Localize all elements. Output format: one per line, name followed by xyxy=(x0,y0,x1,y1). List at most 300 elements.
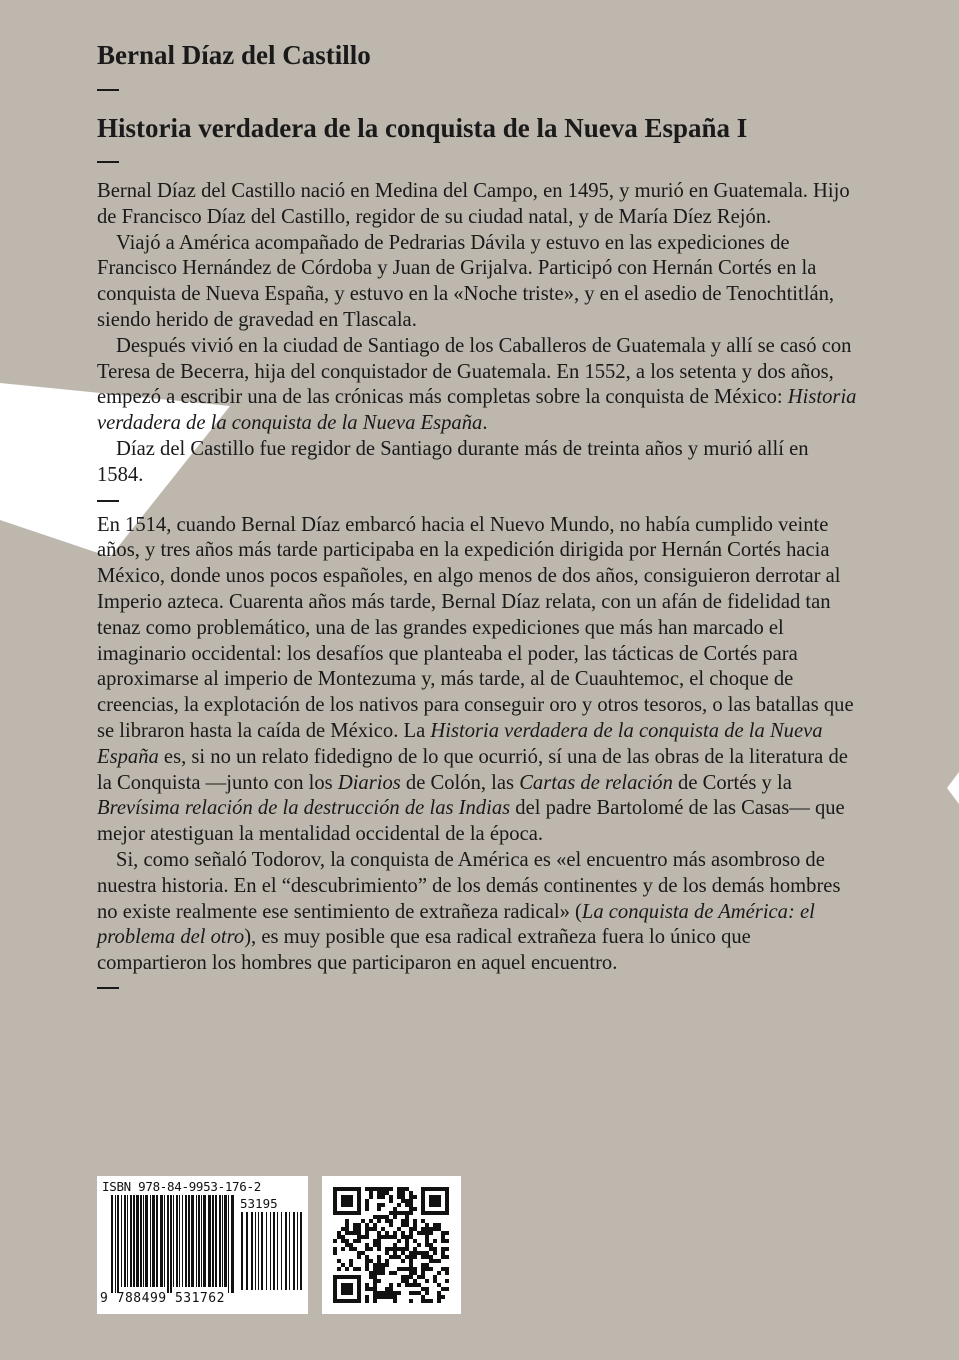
qr-module xyxy=(413,1283,417,1287)
qr-module xyxy=(369,1287,373,1291)
qr-module xyxy=(365,1231,369,1235)
qr-module xyxy=(437,1283,441,1287)
qr-module xyxy=(397,1195,401,1199)
qr-module xyxy=(365,1235,369,1239)
barcode-bar xyxy=(203,1195,206,1287)
qr-module xyxy=(405,1203,409,1207)
qr-module xyxy=(401,1191,405,1195)
qr-module xyxy=(365,1287,369,1291)
qr-module xyxy=(401,1259,405,1263)
barcode-bar xyxy=(117,1195,119,1293)
qr-finder-core xyxy=(341,1195,353,1207)
qr-module xyxy=(333,1247,337,1251)
qr-module xyxy=(377,1235,381,1239)
qr-module xyxy=(397,1227,401,1231)
qr-module xyxy=(369,1259,373,1263)
qr-module xyxy=(337,1259,341,1263)
qr-module xyxy=(345,1227,349,1231)
qr-module xyxy=(441,1287,445,1291)
separator-dash xyxy=(97,89,119,91)
qr-module xyxy=(389,1211,393,1215)
qr-module xyxy=(401,1279,405,1283)
qr-module xyxy=(389,1219,393,1223)
qr-module xyxy=(421,1275,425,1279)
qr-module xyxy=(441,1295,445,1299)
qr-module xyxy=(365,1263,369,1267)
qr-module xyxy=(345,1239,349,1243)
qr-module xyxy=(425,1267,429,1271)
qr-module xyxy=(381,1267,385,1271)
qr-module xyxy=(377,1291,381,1295)
qr-module xyxy=(377,1263,381,1267)
qr-module xyxy=(413,1251,417,1255)
bio-paragraph: Viajó a América acompañado de Pedrarias Dávila y estuvo en las expediciones de Francisco Hernández de Córdoba y Juan de Grijalva. Participó con Hernán Cortés en la conquista de Nueva España, y estuvo en la «Noche triste», y en el asedio de Tenochtitlán, siendo herido de gravedad en Tlascala. xyxy=(97,231,835,331)
barcode-bar xyxy=(270,1212,271,1290)
barcode-bar xyxy=(285,1212,287,1290)
qr-module xyxy=(385,1231,389,1235)
qr-module xyxy=(409,1203,413,1207)
qr-module xyxy=(353,1239,357,1243)
qr-module xyxy=(361,1235,365,1239)
barcode-bar xyxy=(127,1195,128,1287)
qr-module xyxy=(385,1191,389,1195)
qr-module xyxy=(409,1283,413,1287)
qr-module xyxy=(349,1263,353,1267)
qr-module xyxy=(397,1255,401,1259)
qr-module xyxy=(377,1279,381,1283)
qr-module xyxy=(345,1223,349,1227)
qr-module xyxy=(377,1295,381,1299)
qr-module xyxy=(425,1243,429,1247)
qr-module xyxy=(381,1263,385,1267)
qr-module xyxy=(377,1271,381,1275)
barcode-bar xyxy=(176,1195,178,1287)
qr-module xyxy=(373,1291,377,1295)
qr-module xyxy=(417,1251,421,1255)
qr-module xyxy=(377,1239,381,1243)
qr-module xyxy=(413,1239,417,1243)
qr-module xyxy=(437,1259,441,1263)
qr-module xyxy=(421,1231,425,1235)
qr-module xyxy=(409,1195,413,1199)
barcode-bar xyxy=(224,1195,227,1287)
qr-module xyxy=(429,1247,433,1251)
qr-module xyxy=(437,1271,441,1275)
qr-module xyxy=(405,1239,409,1243)
qr-module xyxy=(413,1279,417,1283)
qr-module xyxy=(393,1215,397,1219)
qr-module xyxy=(409,1299,413,1303)
qr-module xyxy=(365,1243,369,1247)
barcode-bar xyxy=(140,1195,142,1287)
qr-module xyxy=(365,1187,369,1191)
qr-module xyxy=(425,1223,429,1227)
qr-module xyxy=(393,1247,397,1251)
qr-module xyxy=(377,1259,381,1263)
qr-module xyxy=(373,1299,377,1303)
barcode-bar xyxy=(258,1212,259,1290)
qr-module xyxy=(353,1231,357,1235)
qr-finder-core xyxy=(341,1283,353,1295)
qr-module xyxy=(441,1231,445,1235)
qr-module xyxy=(445,1287,449,1291)
barcode-bar xyxy=(133,1195,135,1287)
qr-module xyxy=(365,1199,369,1203)
qr-module xyxy=(421,1263,425,1267)
qr-module xyxy=(425,1255,429,1259)
barcode-bar xyxy=(215,1195,217,1287)
qr-module xyxy=(389,1291,393,1295)
barcode-bar xyxy=(196,1195,197,1287)
qr-module xyxy=(389,1235,393,1239)
qr-finder-core xyxy=(429,1195,441,1207)
qr-module xyxy=(401,1247,405,1251)
qr-module xyxy=(425,1235,429,1239)
barcode-bar xyxy=(266,1212,267,1290)
barcode-bar xyxy=(185,1195,187,1287)
qr-module xyxy=(409,1211,413,1215)
qr-module xyxy=(377,1207,381,1211)
qr-module xyxy=(373,1263,377,1267)
qr-module xyxy=(385,1295,389,1299)
barcode-bar xyxy=(179,1195,180,1287)
qr-module xyxy=(409,1259,413,1263)
separator-dash xyxy=(97,500,119,502)
qr-module xyxy=(377,1203,381,1207)
qr-module xyxy=(425,1291,429,1295)
qr-module xyxy=(429,1227,433,1231)
qr-module xyxy=(409,1263,413,1267)
qr-module xyxy=(393,1211,397,1215)
qr-module xyxy=(381,1191,385,1195)
qr-module xyxy=(381,1203,385,1207)
qr-module xyxy=(377,1191,381,1195)
barcode-bar xyxy=(160,1195,163,1287)
qr-code xyxy=(322,1176,461,1314)
qr-module xyxy=(401,1231,405,1235)
barcode-bar xyxy=(198,1195,200,1287)
qr-module xyxy=(405,1215,409,1219)
qr-module xyxy=(393,1299,397,1303)
qr-module xyxy=(357,1239,361,1243)
qr-module xyxy=(377,1255,381,1259)
barcode-bar xyxy=(145,1195,148,1287)
qr-module xyxy=(397,1187,401,1191)
qr-module xyxy=(393,1243,397,1247)
barcode-bar xyxy=(156,1195,158,1287)
qr-module xyxy=(353,1223,357,1227)
barcode-bar xyxy=(191,1195,194,1287)
qr-module xyxy=(365,1223,369,1227)
qr-module xyxy=(417,1283,421,1287)
qr-module xyxy=(365,1255,369,1259)
barcode-bar xyxy=(182,1195,183,1287)
qr-module xyxy=(377,1231,381,1235)
isbn-barcode xyxy=(97,1176,308,1314)
qr-module xyxy=(437,1227,441,1231)
qr-module xyxy=(409,1199,413,1203)
separator-dash xyxy=(97,987,119,989)
qr-module xyxy=(429,1259,433,1263)
barcode-bar xyxy=(231,1195,234,1293)
qr-module xyxy=(437,1299,441,1303)
qr-module xyxy=(381,1227,385,1231)
qr-module xyxy=(425,1263,429,1267)
qr-module xyxy=(417,1231,421,1235)
qr-module xyxy=(397,1267,401,1271)
qr-module xyxy=(409,1291,413,1295)
qr-module xyxy=(349,1231,353,1235)
qr-module xyxy=(341,1235,345,1239)
qr-module xyxy=(445,1247,449,1251)
qr-module xyxy=(393,1207,397,1211)
qr-module xyxy=(381,1291,385,1295)
qr-module xyxy=(409,1275,413,1279)
isbn-label: ISBN 978-84-9953-176-2 xyxy=(102,1179,261,1194)
book-description xyxy=(97,513,857,977)
qr-module xyxy=(393,1251,397,1255)
qr-module xyxy=(357,1255,361,1259)
barcode-digits: 9 788499 531762 xyxy=(100,1291,225,1306)
qr-module xyxy=(429,1267,433,1271)
qr-module xyxy=(413,1247,417,1251)
qr-module xyxy=(365,1295,369,1299)
qr-module xyxy=(393,1291,397,1295)
barcode-bar xyxy=(228,1195,229,1293)
barcode-bar xyxy=(152,1195,155,1287)
qr-module xyxy=(381,1195,385,1199)
qr-module xyxy=(441,1251,445,1255)
qr-module xyxy=(409,1251,413,1255)
qr-module xyxy=(385,1235,389,1239)
qr-module xyxy=(393,1235,397,1239)
barcode-bar xyxy=(136,1195,139,1287)
qr-module xyxy=(393,1295,397,1299)
decorative-wedge-right xyxy=(947,772,959,804)
qr-module xyxy=(389,1223,393,1227)
qr-module xyxy=(421,1255,425,1259)
qr-module xyxy=(429,1243,433,1247)
barcode-bar xyxy=(300,1212,302,1290)
qr-module xyxy=(417,1243,421,1247)
qr-module xyxy=(401,1251,405,1255)
barcode-bar xyxy=(208,1195,211,1287)
qr-module xyxy=(417,1291,421,1295)
bio-paragraph: Después vivió en la ciudad de Santiago de los Caballeros de Guatemala y allí se casó con Teresa de Becerra, hija del conquistador de Guatemala. En 1552, a los setenta y dos años, empezó a escribir una de las crónicas más completas sobre la conquista de México: Historia verdadera de la conquista de la Nueva España. xyxy=(97,334,857,435)
barcode-bar xyxy=(255,1212,256,1290)
qr-module xyxy=(365,1259,369,1263)
qr-module xyxy=(425,1279,429,1283)
qr-module xyxy=(365,1299,369,1303)
qr-module xyxy=(401,1195,405,1199)
qr-module xyxy=(369,1187,373,1191)
book-title: Historia verdadera de la conquista de la Nueva España I xyxy=(97,113,748,143)
qr-module xyxy=(373,1187,377,1191)
barcode-bar xyxy=(188,1195,190,1287)
description-paragraph: En 1514, cuando Bernal Díaz embarcó hacia el Nuevo Mundo, no había cumplido veinte años, y tres años más tarde participaba en la expedición dirigida por Hernán Cortés hacia México, donde unos pocos españoles, en algo menos de dos años, consiguieron derrotar al Imperio azteca. Cuarenta años más tarde, Bernal Díaz relata, con un afán de fidelidad tan tenaz como problemático, una de las grandes expediciones que más han marcado el imaginario occidental: los desafíos que planteaba el poder, las tácticas de Cortés para aproximarse al imperio de Montezuma y, más tarde, al de Cuauhtemoc, el choque de creencias, la explotación de los nativos para conseguir oro y otros tesoros, o las batallas que se libraron hasta la caída de México. La Historia verdadera de la conquista de la Nueva España es, si no un relato fidedigno de lo que ocurrió, sí una de las obras de la literatura de la Conquista —junto con los Diarios de Colón, las Cartas de relación de Cortés y la Brevísima relación de la destrucción de las Indias del padre Bartolomé de las Casas— que mejor atestiguan la mentalidad occidental de la época. xyxy=(97,513,854,846)
barcode-bar xyxy=(212,1195,214,1287)
qr-module xyxy=(429,1255,433,1259)
qr-module xyxy=(393,1271,397,1275)
barcode-bar xyxy=(293,1212,295,1290)
qr-module xyxy=(417,1275,421,1279)
author-name: Bernal Díaz del Castillo xyxy=(97,40,371,70)
qr-module xyxy=(381,1235,385,1239)
qr-module xyxy=(413,1291,417,1295)
qr-module xyxy=(409,1207,413,1211)
qr-module xyxy=(365,1267,369,1271)
qr-module xyxy=(365,1203,369,1207)
qr-module xyxy=(377,1195,381,1199)
barcode-bar xyxy=(222,1195,223,1287)
qr-module xyxy=(373,1275,377,1279)
qr-module xyxy=(437,1223,441,1227)
qr-module xyxy=(405,1211,409,1215)
qr-module xyxy=(405,1223,409,1227)
barcode-bar xyxy=(281,1212,282,1290)
back-cover-text xyxy=(97,38,857,989)
qr-module xyxy=(353,1247,357,1251)
qr-module xyxy=(409,1271,413,1275)
qr-module xyxy=(401,1187,405,1191)
qr-module xyxy=(369,1275,373,1279)
barcode-bar xyxy=(219,1195,221,1287)
qr-module xyxy=(389,1287,393,1291)
qr-module xyxy=(381,1271,385,1275)
qr-module xyxy=(369,1247,373,1251)
qr-module xyxy=(409,1255,413,1259)
barcode-bar xyxy=(251,1212,253,1290)
qr-module xyxy=(337,1267,341,1271)
qr-module xyxy=(389,1199,393,1203)
qr-module xyxy=(401,1267,405,1271)
qr-module xyxy=(377,1243,381,1247)
barcode-bar xyxy=(164,1195,165,1287)
qr-module xyxy=(441,1235,445,1239)
qr-module xyxy=(409,1191,413,1195)
qr-module xyxy=(345,1231,349,1235)
qr-module xyxy=(441,1239,445,1243)
qr-module xyxy=(425,1231,429,1235)
qr-module xyxy=(397,1291,401,1295)
qr-module xyxy=(397,1191,401,1195)
barcode-bar xyxy=(241,1212,243,1290)
qr-module xyxy=(381,1295,385,1299)
isbn-addon: 53195 xyxy=(240,1196,278,1211)
qr-module xyxy=(377,1267,381,1271)
qr-module xyxy=(373,1227,377,1231)
barcode-bar xyxy=(130,1195,132,1287)
qr-module xyxy=(433,1227,437,1231)
qr-module xyxy=(385,1263,389,1267)
qr-module xyxy=(405,1219,409,1223)
qr-module xyxy=(385,1291,389,1295)
qr-module xyxy=(373,1271,377,1275)
qr-module xyxy=(429,1299,433,1303)
qr-module xyxy=(353,1267,357,1271)
qr-module xyxy=(381,1215,385,1219)
barcode-bar xyxy=(167,1195,169,1293)
qr-module xyxy=(433,1239,437,1243)
qr-module xyxy=(389,1247,393,1251)
qr-module xyxy=(405,1187,409,1191)
qr-module xyxy=(405,1243,409,1247)
barcode-bar xyxy=(173,1195,174,1287)
qr-module xyxy=(413,1223,417,1227)
qr-module xyxy=(445,1267,449,1271)
qr-module xyxy=(445,1279,449,1283)
barcode-bar xyxy=(170,1195,172,1293)
qr-module xyxy=(433,1259,437,1263)
qr-module xyxy=(425,1299,429,1303)
qr-module xyxy=(397,1283,401,1287)
qr-module xyxy=(429,1231,433,1235)
qr-module xyxy=(413,1207,417,1211)
qr-module xyxy=(413,1227,417,1231)
qr-module xyxy=(393,1231,397,1235)
qr-module xyxy=(381,1187,385,1191)
qr-module xyxy=(397,1239,401,1243)
qr-module xyxy=(421,1295,425,1299)
qr-module xyxy=(397,1203,401,1207)
barcode-bar xyxy=(111,1195,113,1293)
qr-module xyxy=(373,1283,377,1287)
qr-module xyxy=(425,1227,429,1231)
qr-module xyxy=(373,1239,377,1243)
qr-module xyxy=(357,1251,361,1255)
qr-module xyxy=(421,1267,425,1271)
barcode-bar xyxy=(261,1212,263,1290)
qr-module xyxy=(393,1255,397,1259)
qr-module xyxy=(433,1275,437,1279)
qr-module xyxy=(357,1223,361,1227)
qr-module xyxy=(369,1191,373,1195)
qr-module xyxy=(361,1251,365,1255)
qr-module xyxy=(445,1239,449,1243)
qr-module xyxy=(345,1219,349,1223)
qr-module xyxy=(333,1251,337,1255)
qr-module xyxy=(421,1227,425,1231)
qr-module xyxy=(385,1219,389,1223)
barcode-bar xyxy=(273,1212,275,1290)
qr-module xyxy=(373,1243,377,1247)
qr-module xyxy=(425,1251,429,1255)
qr-module xyxy=(433,1223,437,1227)
qr-module xyxy=(345,1267,349,1271)
qr-module xyxy=(377,1215,381,1219)
qr-module xyxy=(437,1295,441,1299)
qr-module xyxy=(397,1211,401,1215)
qr-module xyxy=(421,1299,425,1303)
barcode-bar xyxy=(246,1212,248,1290)
qr-module xyxy=(405,1199,409,1203)
qr-module xyxy=(401,1235,405,1239)
qr-module xyxy=(413,1255,417,1259)
barcode-bar xyxy=(150,1195,151,1287)
qr-module xyxy=(365,1227,369,1231)
qr-module xyxy=(441,1267,445,1271)
author-bio xyxy=(97,179,857,489)
qr-module xyxy=(345,1243,349,1247)
qr-module xyxy=(405,1275,409,1279)
qr-module xyxy=(401,1211,405,1215)
qr-module xyxy=(377,1219,381,1223)
qr-module xyxy=(373,1215,377,1219)
barcode-bar xyxy=(277,1212,278,1290)
qr-code-pattern xyxy=(322,1176,461,1314)
qr-module xyxy=(445,1255,449,1259)
qr-module xyxy=(409,1231,413,1235)
